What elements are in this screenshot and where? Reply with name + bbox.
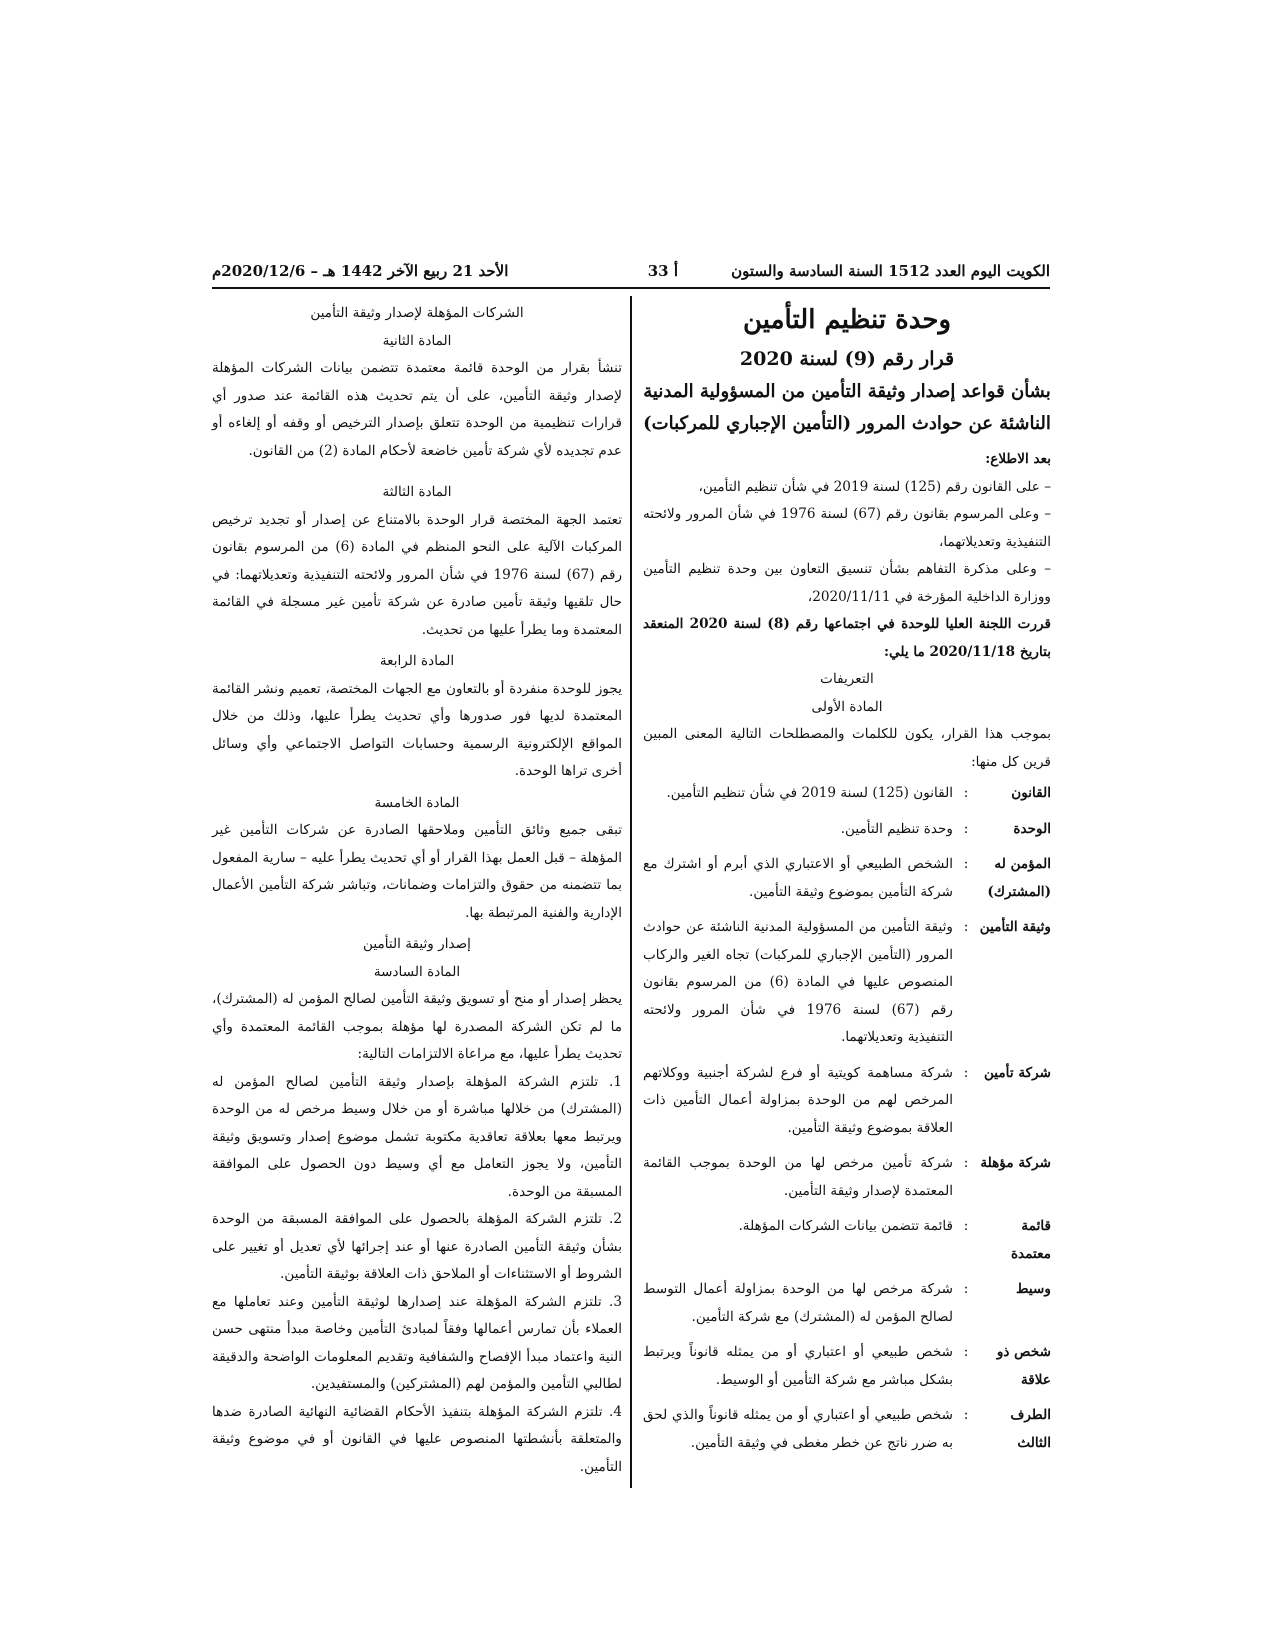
decision-subject: بشأن قواعد إصدار وثيقة التأمين من المسؤولية المدنية الناشئة عن حوادث المرور (التأمين الإجباري للمركبات)	[643, 381, 1051, 434]
article3-text: تعتمد الجهة المختصة قرار الوحدة بالامتناع عن إصدار أو تجديد ترخيص المركبات الآلية على النحو المنظم في المادة (6) من المرسوم بقانون رقم (67) لسنة 1976 في شأن المرور ولائحته التنفيذية وتعديلاتهما: في حال تلقيها وثيقة تأمين صادرة عن شركة تأمين غير مسجلة في القائمة المعتمدة وما يطرأ عليها من تحديث.	[212, 511, 623, 638]
article6-item: 3. تلتزم الشركة المؤهلة عند إصدارها لوثيقة التأمين وعند تعاملها مع العملاء بأن تمارس أعمالها وفقاً لمبادئ التأمين وخاصة مبدأ منتهى حسن النية واعتماد مبدأ الإفصاح والشفافية وتقديم المعلومات الواضحة والدقيقة لطالبي التأمين والمؤمن لهم (المشتركين) والمستفيدين.	[212, 1293, 622, 1392]
definitions-heading: التعريفات	[820, 671, 874, 687]
column-divider	[630, 296, 632, 1488]
definition-text: شركة مرخص لها من الوحدة بمزاولة أعمال التوسط لصالح المؤمن له (المشترك) مع شركة التأمين.	[643, 1281, 953, 1325]
article2-text: تنشأ بقرار من الوحدة قائمة معتمدة تتضمن بيانات الشركات المؤهلة لإصدار وثيقة التأمين، على أن يتم تحديث هذه القائمة عند صدور أي قرارات تنظيمية من الوحدة تتعلق بإصدار الترخيص أو وقفه أو إلغاءه أو عدم تجديده لأي شركة تأمين خاضعة لأحكام المادة (2) من القانون.	[212, 360, 622, 459]
definitions-list	[643, 780, 1051, 1457]
definition-term: وسيط	[1016, 1281, 1051, 1297]
header-date: الأحد 21 ربيع الآخر 1442 هـ – 2020/12/6م	[212, 262, 509, 280]
article6-item: 2. تلتزم الشركة المؤهلة بالحصول على الموافقة المسبقة من الوحدة بشأن وثيقة التأمين الصادرة عنها أو عند إجرائها لأي تعديل أو تغيير على الشروط أو الاستثناءات أو الملاحق ذات العلاقة بوثيقة التأمين.	[212, 1211, 622, 1282]
article6-item: 1. تلتزم الشركة المؤهلة بإصدار وثيقة التأمين لصالح المؤمن له (المشترك) من خلالها مباشرة أو من خلال وسيط مرخص له من الوحدة ويرتبط معها بعلاقة تعاقدية مكتوبة تشمل موضوع إصدار وتسويق وثيقة التأمين، ولا يجوز التعامل مع أي وسيط دون الحصول على الموافقة المسبقة من الوحدة.	[212, 1073, 622, 1200]
page-header	[212, 262, 1050, 284]
definition-term: الوحدة	[1013, 820, 1051, 837]
definition-term: قائمة معتمدة	[1010, 1218, 1051, 1262]
definition-row: قائمة معتمدة : قائمة تتضمن بيانات الشركات المؤهلة.	[643, 1213, 1051, 1268]
article6-intro: يحظر إصدار أو منح أو تسويق وثيقة التأمين لصالح المؤمن له (المشترك)، ما لم تكن الشركة المصدرة لها مؤهلة بموجب القائمة المعتمدة وأي تحديث يطرأ عليها، مع مراعاة الالتزامات التالية:	[212, 991, 622, 1062]
definition-term: وثيقة التأمين	[979, 919, 1051, 935]
definition-text: وثيقة التأمين من المسؤولية المدنية الناشئة عن حوادث المرور (التأمين الإجباري للمركبات) تجاه الغير والركاب المنصوص عليها في المادة (6) من المرسوم بقانون رقم (67) لسنة 1976 في شأن المرور ولائحته التنفيذية وتعديلاتهما.	[643, 919, 953, 1045]
decided-paragraph: قررت اللجنة العليا للوحدة في اجتماعها رقم (8) لسنة 2020 المنعقد بتاريخ 2020/11/18 ما يلي:	[643, 616, 1052, 660]
definition-text: الشخص الطبيعي أو الاعتباري الذي أبرم أو اشترك مع شركة التأمين بموضوع وثيقة التأمين.	[643, 856, 953, 900]
definition-row: المؤمن له (المشترك) : الشخص الطبيعي أو الاعتباري الذي أبرم أو اشترك مع شركة التأمين بموضوع وثيقة التأمين.	[643, 851, 1051, 906]
article6-heading: المادة السادسة	[373, 963, 461, 980]
article5-heading: المادة الخامسة	[374, 794, 460, 811]
definition-row: الوحدة : وحدة تنظيم التأمين.	[643, 816, 1051, 844]
article5-text: تبقى جميع وثائق التأمين وملاحقها الصادرة عن شركات التأمين غير المؤهلة – قبل العمل بهذا القرار أو أي تحديث يطرأ عليه – سارية المفعول بما تتضمنه من حقوق والتزامات وضمانات، وتباشر شركة التأمين الأعمال الإدارية والفنية المرتبطة بها.	[212, 822, 622, 921]
definition-row: الطرف الثالث : شخص طبيعي أو اعتباري أو من يمثله قانوناً والذي لحق به ضرر ناتج عن خطر مغطى في وثيقة التأمين.	[643, 1402, 1051, 1457]
definition-text: القانون (125) لسنة 2019 في شأن تنظيم التأمين.	[666, 785, 953, 801]
article3-heading: المادة الثالثة	[382, 484, 452, 500]
article1-intro: بموجب هذا القرار، يكون للكلمات والمصطلحات التالية المعنى المبين قرين كل منها:	[643, 726, 1051, 770]
header-page-number: أ 33	[647, 262, 678, 280]
document-title: وحدة تنظيم التأمين	[742, 305, 952, 335]
article6-item: 4. تلتزم الشركة المؤهلة بتنفيذ الأحكام القضائية النهائية الصادرة ضدها والمتعلقة بأنشطتها المنصوص عليها في القانون أو في موضوع وثيقة التأمين.	[212, 1403, 622, 1475]
after-review-label: بعد الاطلاع:	[985, 451, 1051, 467]
left-column	[212, 300, 622, 1481]
right-column	[643, 300, 1051, 1465]
header-issue: الكويت اليوم العدد 1512 السنة السادسة والستون	[731, 262, 1050, 280]
review-item: – على القانون رقم (125) لسنة 2019 في شأن تنظيم التأمين،	[698, 478, 1051, 495]
definition-term: شركة تأمين	[983, 1064, 1051, 1081]
article1-heading: المادة الأولى	[811, 698, 883, 715]
article4-heading: المادة الرابعة	[379, 653, 455, 669]
definition-text: قائمة تتضمن بيانات الشركات المؤهلة.	[738, 1218, 953, 1234]
header-divider	[212, 287, 1050, 289]
decision-number: قرار رقم (9) لسنة 2020	[739, 348, 955, 370]
article4-text: يجوز للوحدة منفردة أو بالتعاون مع الجهات المختصة، تعميم ونشر القائمة المعتمدة لديها فور صدورها وأي تحديث يطرأ عليها، وذلك من خلال المواقع الإلكترونية الرسمية وحسابات التواصل الاجتماعي وأي وسائل أخرى تراها الوحدة.	[212, 680, 622, 779]
definition-text: شركة مساهمة كويتية أو فرع لشركة أجنبية ووكلاتهم المرخص لهم من الوحدة بمزاولة أعمال التأمين ذات العلاقة بموضوع وثيقة التأمين.	[643, 1064, 953, 1136]
definition-row: شركة مؤهلة : شركة تأمين مرخص لها من الوحدة بموجب القائمة المعتمدة لإصدار وثيقة التأمين.	[643, 1150, 1051, 1205]
definition-row: شخص ذو علاقة : شخص طبيعي أو اعتباري أو من يمثله قانوناً ويرتبط بشكل مباشر مع شركة التأمين أو الوسيط.	[643, 1339, 1051, 1394]
definition-row: القانون : القانون (125) لسنة 2019 في شأن تنظيم التأمين.	[643, 780, 1051, 808]
review-item: – وعلى مذكرة التفاهم بشأن تنسيق التعاون بين وحدة تنظيم التأمين ووزارة الداخلية المؤرخة في 2020/11/11،	[643, 561, 1051, 605]
definition-row: وسيط : شركة مرخص لها من الوحدة بمزاولة أعمال التوسط لصالح المؤمن له (المشترك) مع شركة التأمين.	[643, 1276, 1051, 1331]
eligible-companies-heading: الشركات المؤهلة لإصدار وثيقة التأمين	[310, 305, 524, 321]
definition-text: شخص طبيعي أو اعتباري أو من يمثله قانوناً والذي لحق به ضرر ناتج عن خطر مغطى في وثيقة التأمين.	[643, 1407, 953, 1451]
definition-term: المؤمن له (المشترك)	[987, 856, 1051, 900]
issuance-heading: إصدار وثيقة التأمين	[363, 936, 471, 952]
definition-row: وثيقة التأمين : وثيقة التأمين من المسؤولية المدنية الناشئة عن حوادث المرور (التأمين الإجباري للمركبات) تجاه الغير والركاب المنصوص عليها في المادة (6) من المرسوم بقانون رقم (67) لسنة 1976 في شأن المرور ولائحته التنفيذية وتعديلاتهما.	[643, 914, 1051, 1052]
definition-term: الطرف الثالث	[1010, 1407, 1051, 1451]
definition-text: وحدة تنظيم التأمين.	[840, 820, 953, 837]
definition-term: شخص ذو علاقة	[996, 1344, 1051, 1388]
definition-term: القانون	[1011, 785, 1051, 801]
definition-text: شخص طبيعي أو اعتباري أو من يمثله قانوناً ويرتبط بشكل مباشر مع شركة التأمين أو الوسيط.	[643, 1344, 953, 1388]
definition-term: شركة مؤهلة	[980, 1155, 1051, 1171]
article2-heading: المادة الثانية	[382, 332, 452, 349]
definition-text: شركة تأمين مرخص لها من الوحدة بموجب القائمة المعتمدة لإصدار وثيقة التأمين.	[643, 1155, 953, 1199]
definition-row: شركة تأمين : شركة مساهمة كويتية أو فرع لشركة أجنبية ووكلاتهم المرخص لهم من الوحدة بمزاولة أعمال التأمين ذات العلاقة بموضوع وثيقة التأمين.	[643, 1060, 1051, 1143]
review-item: – وعلى المرسوم بقانون رقم (67) لسنة 1976 في شأن المرور ولائحته التنفيذية وتعديلاتهما،	[643, 506, 1051, 550]
